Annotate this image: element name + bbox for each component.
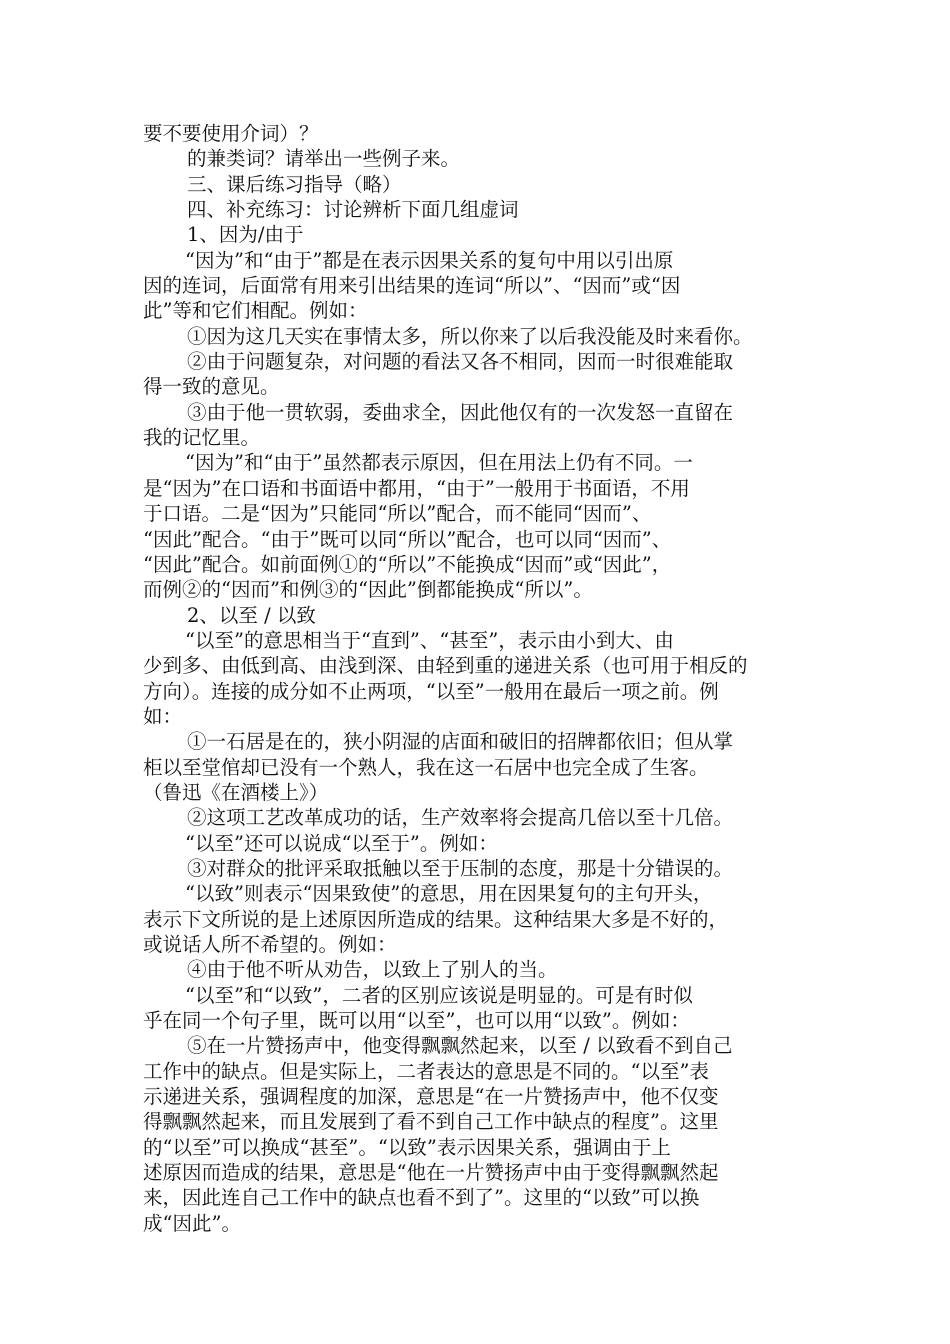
example-line: 得一致的意见。 [143, 375, 280, 399]
paragraph-line: “因为”和“由于”都是在表示因果关系的复句中用以引出原 [185, 248, 674, 272]
subsection-heading: 1、因为/由于 [187, 223, 304, 247]
paragraph-line: “以至”还可以说成“以至于”。例如： [185, 831, 498, 855]
paragraph-line: 此”等和它们相配。例如： [143, 299, 368, 323]
paragraph-line: “因此”配合。如前面例①的“所以”不能换成“因而”或“因此”， [143, 552, 672, 576]
paragraph-line: 成“因此”。 [143, 1211, 241, 1235]
example-line: ②这项工艺改革成功的话，生产效率将会提高几倍以至十几倍。 [187, 806, 734, 830]
paragraph-line: “因此”配合。“由于”既可以同“所以”配合，也可以同“因而”、 [143, 527, 672, 551]
paragraph-line: 得飘飘然起来，而且发展到了看不到自己工作中缺点的程度”。这里 [143, 1110, 719, 1134]
example-line: ③由于他一贯软弱，委曲求全，因此他仅有的一次发怒一直留在 [187, 400, 734, 424]
paragraph-line: 如： [143, 704, 183, 728]
example-line: ④由于他不听从劝告，以致上了别人的当。 [187, 958, 558, 982]
paragraph-line: “以至”的意思相当于“直到”、“甚至”，表示由小到大、由 [185, 628, 674, 652]
document-body [143, 121, 815, 1236]
paragraph-line: 表示下文所说的是上述原因所造成的结果。这种结果大多是不好的， [143, 907, 729, 931]
paragraph-line: “以致”则表示“因果致使”的意思，用在因果复句的主句开头， [185, 882, 713, 906]
paragraph-line: 的“以至”可以换成“甚至”。“以致”表示因果关系，强调由于上 [143, 1135, 671, 1159]
example-line: ①因为这几天实在事情太多，所以你来了以后我没能及时来看你。 [187, 324, 753, 348]
example-line: 我的记忆里。 [143, 426, 261, 450]
paragraph-line: 来，因此连自己工作中的缺点也看不到了”。这里的“以致”可以换 [143, 1186, 700, 1210]
paragraph-line: 或说话人所不希望的。例如： [143, 933, 397, 956]
paragraph-line: 是“因为”在口语和书面语中都用，“由于”一般用于书面语，不用 [143, 476, 690, 500]
text-line: 要不要使用介词）？ [143, 122, 319, 145]
text-line: 的兼类词？请举出一些例子来。 [187, 147, 461, 171]
paragraph-line: 方向）。连接的成分如不止两项，“以至”一般用在最后一项之前。例 [143, 679, 719, 703]
section-heading: 四、补充练习：讨论辨析下面几组虚词 [187, 198, 519, 222]
paragraph-line: “以至”和“以致”，二者的区别应该说是明显的。可是有时似 [185, 983, 693, 1007]
section-heading: 三、课后练习指导（略） [187, 172, 402, 196]
example-line: 柜以至堂倌却已没有一个熟人，我在这一石居中也完全成了生客。 [143, 755, 709, 779]
citation-line: （鲁迅《在酒楼上》） [143, 780, 329, 804]
paragraph-line: 述原因而造成的结果，意思是“他在一片赞扬声中由于变得飘飘然起 [143, 1161, 719, 1185]
example-line: ⑤在一片赞扬声中，他变得飘飘然起来，以至 / 以致看不到自己 [187, 1034, 733, 1058]
paragraph-line: “因为”和“由于”虽然都表示原因，但在用法上仍有不同。一 [185, 451, 693, 475]
paragraph-line: 工作中的缺点。但是实际上，二者表达的意思是不同的。“以至”表 [143, 1059, 709, 1083]
paragraph-line: 少到多、由低到高、由浅到深、由轻到重的递进关系（也可用于相反的 [143, 654, 748, 678]
paragraph-line: 于口语。二是“因为”只能同“所以”配合，而不能同“因而”、 [143, 502, 652, 526]
example-line: ①一石居是在的，狭小阴湿的店面和破旧的招牌都依旧；但从掌 [187, 730, 734, 754]
subsection-heading: 2、以至 / 以致 [187, 603, 316, 627]
paragraph-line: 乎在同一个句子里，既可以用“以至”，也可以用“以致”。例如： [143, 1009, 690, 1033]
example-line: ②由于问题复杂，对问题的看法又各不相同，因而一时很难能取 [187, 350, 734, 374]
paragraph-line: 而例②的“因而”和例③的“因此”倒都能换成“所以”。 [143, 578, 593, 602]
example-line: ③对群众的批评采取抵触以至于压制的态度，那是十分错误的。 [187, 856, 734, 880]
paragraph-line: 因的连词，后面常有用来引出结果的连词“所以”、“因而”或“因 [143, 274, 681, 298]
paragraph-line: 示递进关系，强调程度的加深，意思是“在一片赞扬声中，他不仅变 [143, 1085, 719, 1109]
